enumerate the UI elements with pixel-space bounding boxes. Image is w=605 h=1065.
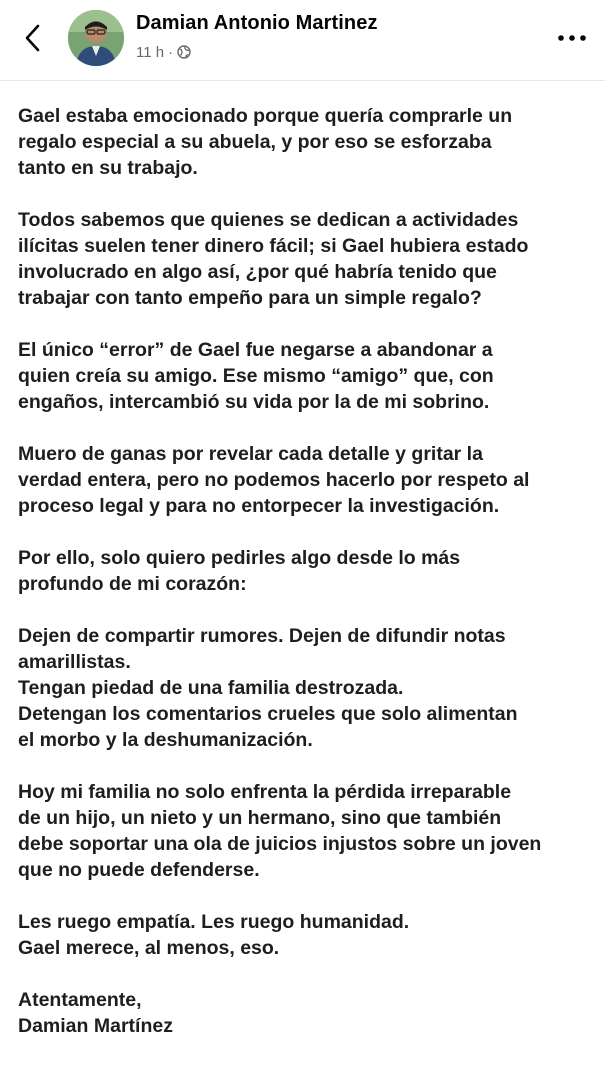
post-time[interactable]: 11 h [136, 43, 165, 61]
post-text [18, 103, 590, 1065]
post-paragraph [18, 337, 590, 415]
post-line: quien creía su amigo. Ese mismo “amigo” que, con [18, 365, 494, 387]
post-line: Damian Martínez [18, 1015, 173, 1037]
post-line: debe soportar una ola de juicios injustos sobre un joven [18, 833, 542, 855]
post-line: Por ello, solo quiero pedirles algo desde lo más [18, 547, 461, 569]
post-meta [136, 42, 191, 62]
post-line: regalo especial a su abuela, y por eso se esforzaba [18, 131, 492, 153]
post-header [0, 0, 605, 81]
post-line: involucrado en algo así, ¿por qué habría tenido que [18, 261, 497, 283]
post-line: que no puede defenderse. [18, 859, 260, 881]
post-line: el morbo y la deshumanización. [18, 729, 313, 751]
post-line: Dejen de compartir rumores. Dejen de difundir notas [18, 625, 506, 647]
author-name[interactable]: Damian Antonio Martinez [136, 12, 378, 34]
post-line: tanto en su trabajo. [18, 157, 198, 179]
avatar[interactable] [68, 10, 124, 66]
more-horizontal-icon [556, 28, 588, 48]
post-line: ilícitas suelen tener dinero fácil; si Gael hubiera estado [18, 235, 529, 257]
post-line: Hoy mi familia no solo enfrenta la pérdida irreparable [18, 781, 512, 803]
post-line: profundo de mi corazón: [18, 573, 247, 595]
post-paragraph [18, 103, 590, 181]
post-line: Gael merece, al menos, eso. [18, 937, 280, 959]
meta-separator: · [168, 43, 174, 61]
post-line: Les ruego empatía. Les ruego humanidad. [18, 911, 410, 933]
post-line: amarillistas. [18, 651, 131, 673]
globe-icon [177, 45, 191, 59]
post-line: Tengan piedad de una familia destrozada. [18, 677, 404, 699]
chevron-left-icon [18, 20, 48, 56]
post-line: proceso legal y para no entorpecer la investigación. [18, 495, 500, 517]
post-paragraph [18, 909, 590, 961]
post-line: engaños, intercambió su vida por la de mi sobrino. [18, 391, 490, 413]
post-line: Muero de ganas por revelar cada detalle y gritar la [18, 443, 483, 465]
profile-photo [68, 10, 124, 66]
post-line: Gael estaba emocionado porque quería comprarle un [18, 105, 513, 127]
more-options-button[interactable] [556, 28, 588, 48]
post-line: Atentamente, [18, 989, 142, 1011]
post-line: Detengan los comentarios crueles que solo alimentan [18, 703, 518, 725]
post-line: El único “error” de Gael fue negarse a abandonar a [18, 339, 493, 361]
post-line: de un hijo, un nieto y un hermano, sino que también [18, 807, 502, 829]
back-button[interactable] [18, 20, 48, 56]
post-line: trabajar con tanto empeño para un simple regalo? [18, 287, 482, 309]
post-paragraph [18, 779, 590, 883]
post-paragraph [18, 441, 590, 519]
post-paragraph [18, 987, 590, 1039]
post-line: verdad entera, pero no podemos hacerlo por respeto al [18, 469, 530, 491]
post-paragraph [18, 623, 590, 753]
post-line: Todos sabemos que quienes se dedican a actividades [18, 209, 519, 231]
post-paragraph [18, 545, 590, 597]
post-paragraph [18, 207, 590, 311]
